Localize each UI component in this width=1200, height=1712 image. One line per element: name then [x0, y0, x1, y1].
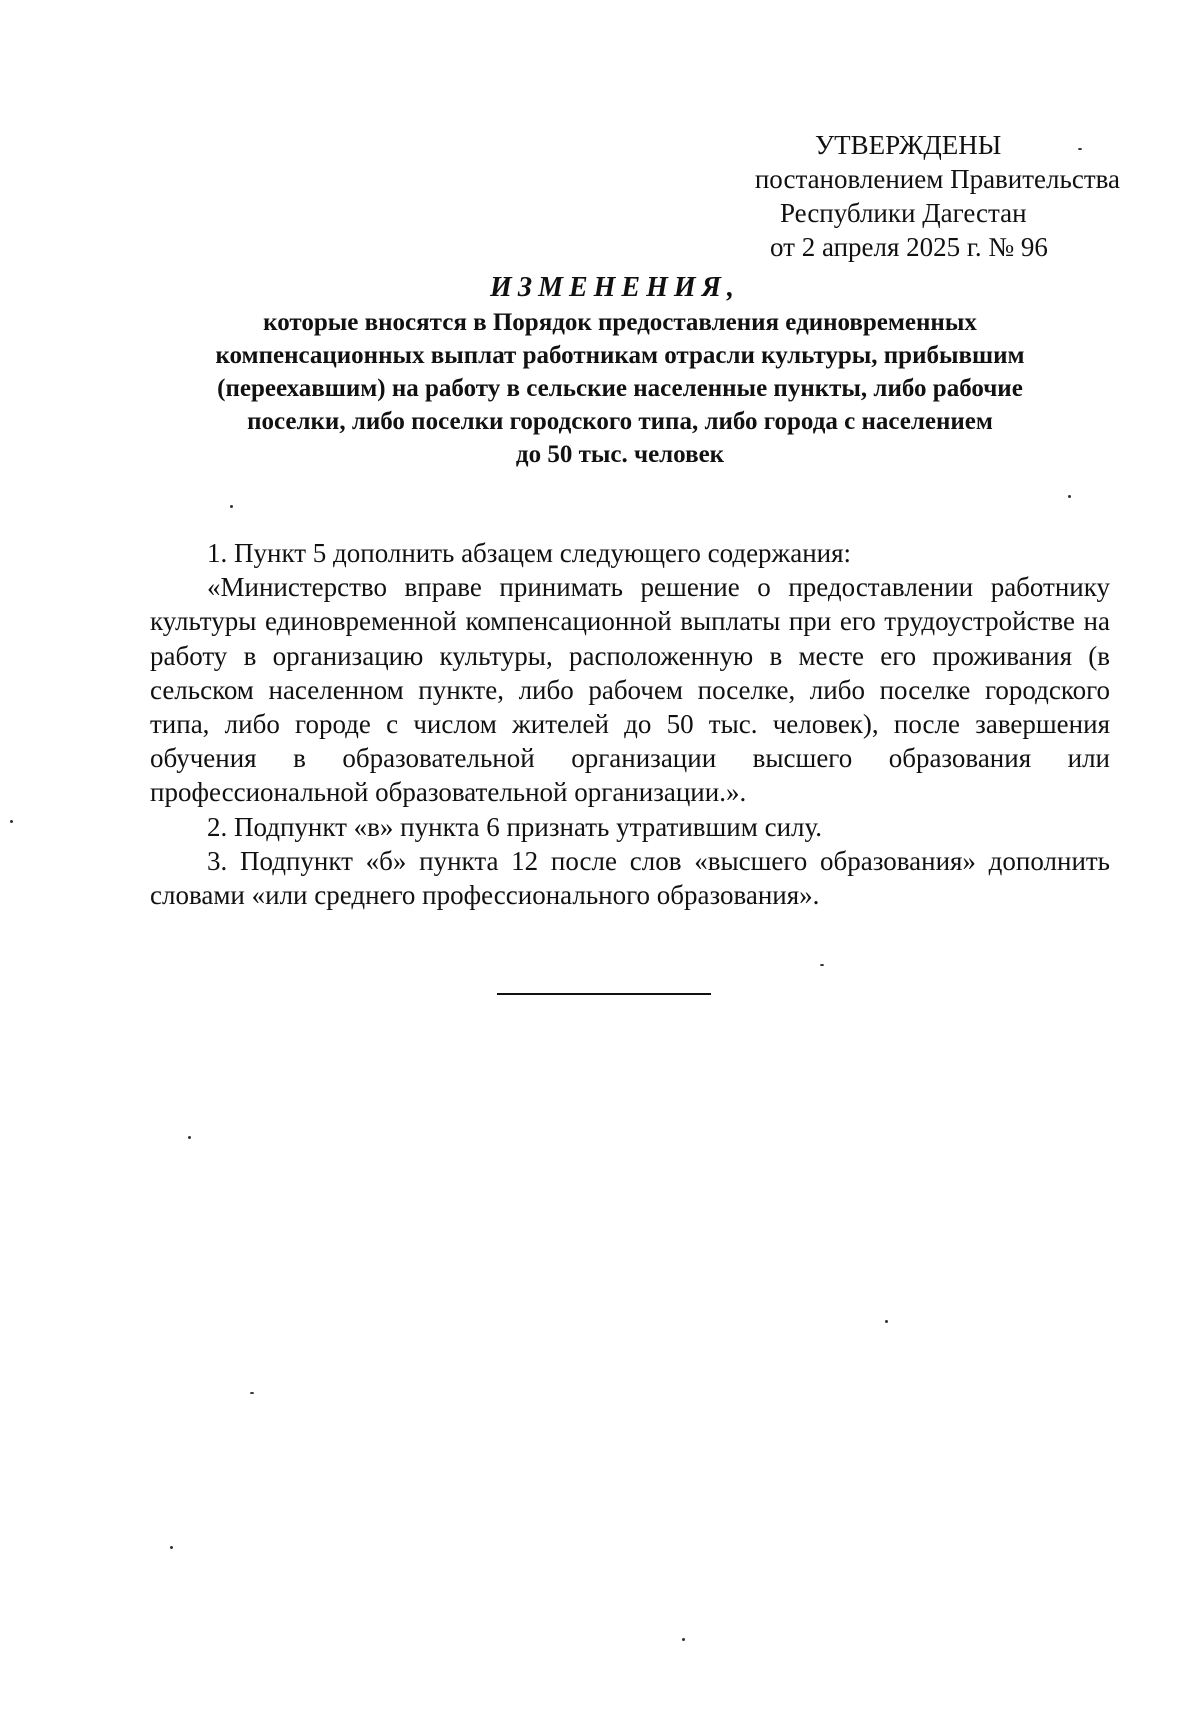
approval-heading: УТВЕРЖДЕНЫ [815, 130, 1002, 160]
scan-speck [250, 1392, 254, 1394]
paragraph-item-1: 1. Пункт 5 дополнить абзацем следующего содержания: [207, 538, 852, 568]
paragraph-item-2: 2. Подпункт «в» пункта 6 признать утратившим силу. [207, 811, 823, 842]
subtitle-line: компенсационных выплат работникам отрасли культуры, прибывшим [215, 342, 1025, 369]
scan-speck [1078, 148, 1082, 150]
scan-speck [885, 1320, 888, 1323]
document-title-block [140, 270, 1100, 471]
paragraph-quoted-amendment: «Министерство вправе принимать решение о предоставлении работнику культуры единовременной компенсационной выплаты при его трудоустройстве на работу в организацию культуры, расположенную в месте его проживания (в сельском населенном пункте, либо рабочем поселке, либо поселке городского типа, либо городе с числом жителей до 50 тыс. человек), после завершения обучения в образовательной организации высшего образования или профессиональной образовательной организации.». [150, 572, 1110, 808]
scan-speck [682, 1638, 685, 1641]
scan-speck [188, 1136, 191, 1139]
subtitle-line: до 50 тыс. человек [515, 441, 725, 468]
subtitle-line: (переехавшим) на работу в сельские населенные пункты, либо рабочие [217, 375, 1023, 402]
subtitle-line: которые вносятся в Порядок предоставления единовременных [263, 309, 977, 336]
scan-speck [230, 505, 233, 508]
approval-issuer: постановлением Правительства [754, 164, 1120, 194]
subtitle-line: поселки, либо поселки городского типа, либо города с населением [247, 408, 993, 435]
approval-date-number: от 2 апреля 2025 г. № 96 [770, 232, 1048, 262]
end-separator-line [497, 993, 711, 995]
document-subtitle [140, 306, 1100, 471]
approval-region: Республики Дагестан [780, 198, 1027, 228]
document-body [150, 536, 1110, 912]
paragraph-item-3: 3. Подпункт «б» пункта 12 после слов «высшего образования» дополнить словами «или среднего профессионального образования». [150, 845, 1110, 911]
scan-speck [10, 820, 13, 823]
approval-stamp-block [700, 128, 1120, 264]
scan-speck [170, 1546, 173, 1549]
scan-speck [1068, 495, 1071, 498]
scan-speck [820, 964, 824, 966]
document-title: ИЗМЕНЕНИЯ, [490, 272, 740, 303]
